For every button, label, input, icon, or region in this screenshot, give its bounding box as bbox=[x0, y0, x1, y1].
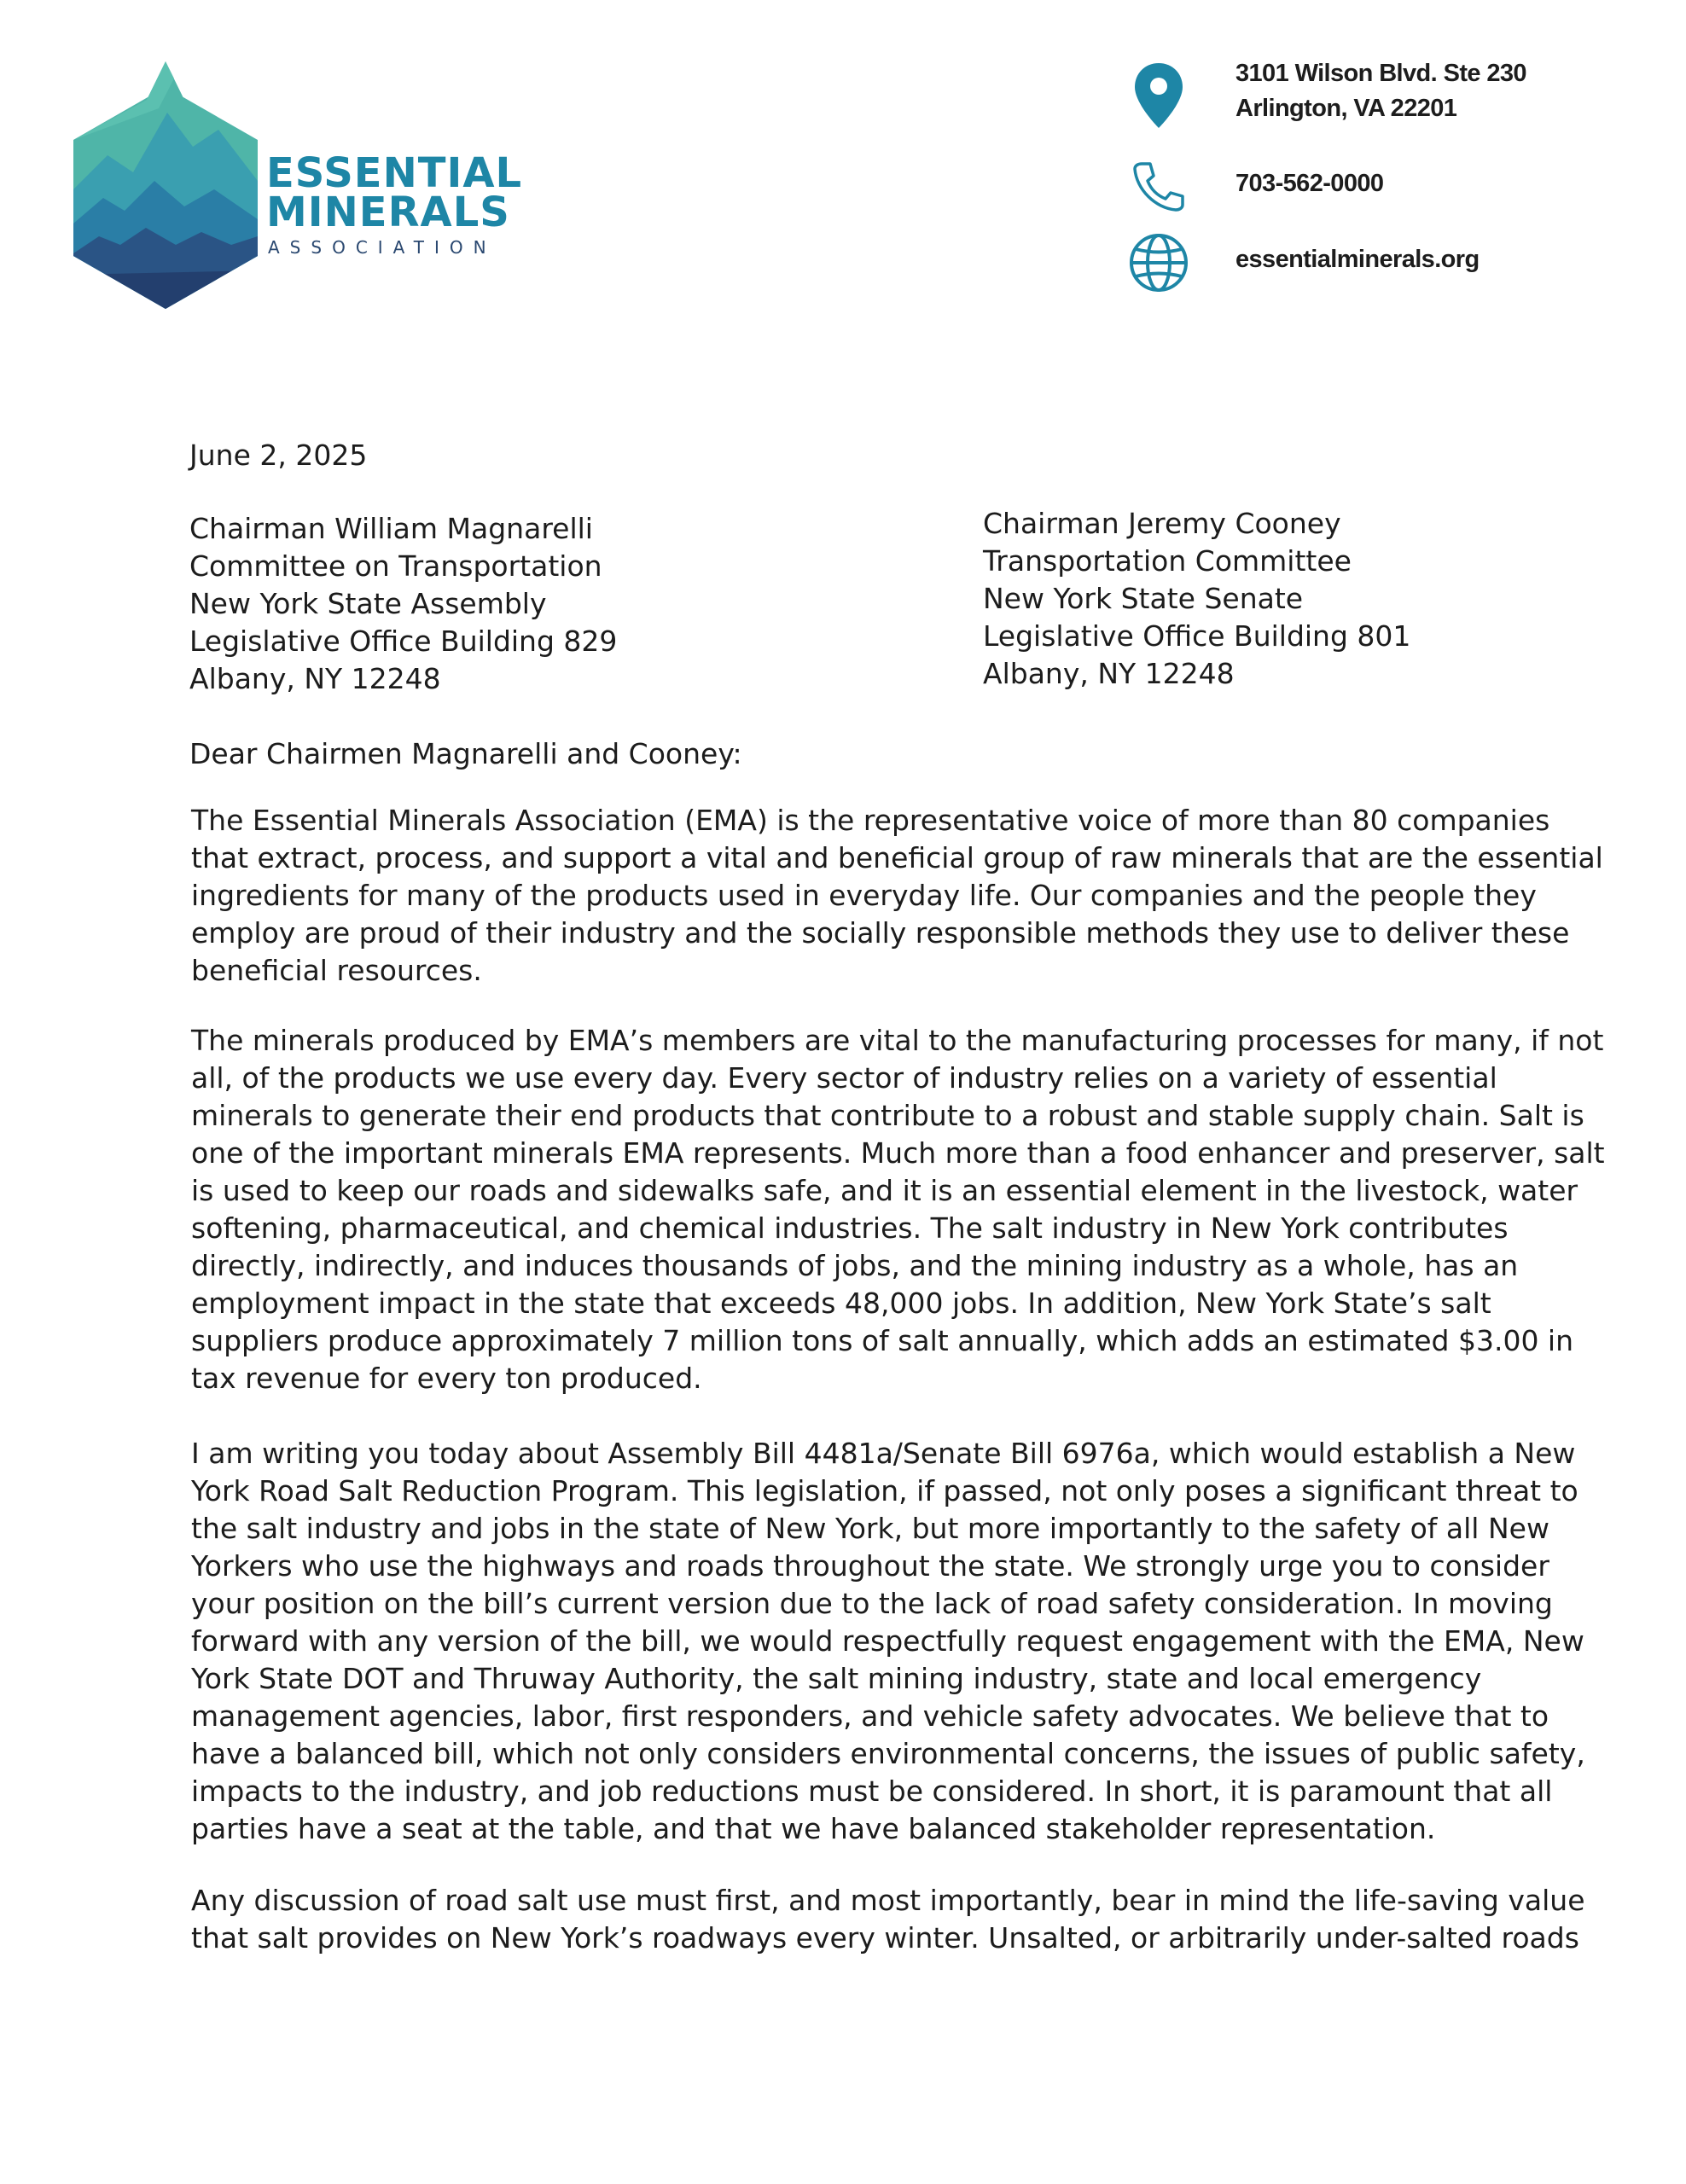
globe-icon bbox=[1128, 232, 1189, 293]
paragraph-line: directly, indirectly, and induces thousands of jobs, and the mining industry as a whole, has an bbox=[191, 1249, 1519, 1282]
paragraph-line: forward with any version of the bill, we would respectfully request engagement with the EMA, New bbox=[191, 1624, 1584, 1658]
paragraph-line: that salt provides on New York’s roadways every winter. Unsalted, or arbitrarily under-salted roads bbox=[191, 1921, 1579, 1955]
paragraph-line: The minerals produced by EMA’s members are vital to the manufacturing processes for many, if not bbox=[191, 1024, 1604, 1057]
phone-number: 703-562-0000 bbox=[1235, 170, 1384, 197]
paragraph-line: York State DOT and Thruway Authority, the salt mining industry, state and local emergency bbox=[191, 1662, 1482, 1695]
logo-line-minerals: MINERALS bbox=[266, 189, 510, 236]
body-paragraph-4 bbox=[191, 1882, 1585, 1957]
paragraph-line: tax revenue for every ton produced. bbox=[191, 1362, 702, 1395]
website-link[interactable]: essentialminerals.org bbox=[1235, 246, 1480, 273]
paragraph-line: Yorkers who use the highways and roads throughout the state. We strongly urge you to consider bbox=[191, 1549, 1549, 1583]
location-pin-icon bbox=[1133, 61, 1184, 130]
recipient-left-line: Albany, NY 12248 bbox=[189, 662, 441, 695]
recipient-right-line: Transportation Committee bbox=[983, 544, 1352, 578]
paragraph-line: softening, pharmaceutical, and chemical industries. The salt industry in New York contributes bbox=[191, 1211, 1509, 1245]
address-line-2: Arlington, VA 22201 bbox=[1235, 95, 1457, 122]
paragraph-line: beneficial resources. bbox=[191, 954, 482, 987]
recipient-senate bbox=[983, 505, 1410, 693]
paragraph-line: minerals to generate their end products that contribute to a robust and stable supply chain. Salt is bbox=[191, 1099, 1584, 1132]
recipient-right-line: Legislative Office Building 801 bbox=[983, 619, 1411, 653]
body-paragraph-1 bbox=[191, 802, 1603, 990]
logo-wordmark bbox=[266, 149, 523, 258]
phone-icon bbox=[1131, 160, 1184, 212]
paragraph-line: I am writing you today about Assembly Bill 4481a/Senate Bill 6976a, which would establish a New bbox=[191, 1437, 1576, 1470]
paragraph-line: employment impact in the state that exceeds 48,000 jobs. In addition, New York State’s salt bbox=[191, 1287, 1491, 1320]
paragraph-line: ingredients for many of the products used in everyday life. Our companies and the people they bbox=[191, 879, 1537, 912]
recipient-left-line: New York State Assembly bbox=[189, 587, 547, 620]
paragraph-line: your position on the bill’s current version due to the lack of road safety consideration. In moving bbox=[191, 1587, 1553, 1620]
paragraph-line: all, of the products we use every day. Every sector of industry relies on a variety of essential bbox=[191, 1061, 1497, 1095]
address-line-1: 3101 Wilson Blvd. Ste 230 bbox=[1235, 60, 1526, 87]
body-paragraph-2 bbox=[191, 1022, 1605, 1397]
paragraph-line: The Essential Minerals Association (EMA) is the representative voice of more than 80 companies bbox=[191, 804, 1550, 837]
paragraph-line: impacts to the industry, and job reductions must be considered. In short, it is paramount that all bbox=[191, 1774, 1553, 1808]
paragraph-line: management agencies, labor, first responders, and vehicle safety advocates. We believe that to bbox=[191, 1699, 1549, 1733]
paragraph-line: is used to keep our roads and sidewalks safe, and it is an essential element in the livestock, water bbox=[191, 1174, 1578, 1207]
paragraph-line: Any discussion of road salt use must first, and most importantly, bear in mind the life-saving value bbox=[191, 1884, 1585, 1917]
letter-date: June 2, 2025 bbox=[189, 439, 368, 472]
recipient-left-line: Legislative Office Building 829 bbox=[189, 624, 618, 658]
paragraph-line: have a balanced bill, which not only considers environmental concerns, the issues of public safety, bbox=[191, 1737, 1585, 1770]
paragraph-line: employ are proud of their industry and the socially responsible methods they use to deliver these bbox=[191, 916, 1570, 950]
salutation: Dear Chairmen Magnarelli and Cooney: bbox=[189, 737, 742, 770]
mountain-logo-icon bbox=[73, 61, 258, 309]
logo-line-association: ASSOCIATION bbox=[268, 237, 497, 258]
paragraph-line: one of the important minerals EMA represents. Much more than a food enhancer and preserver, salt bbox=[191, 1136, 1605, 1170]
body-paragraph-3 bbox=[191, 1435, 1585, 1848]
logo-line-essential: ESSENTIAL bbox=[266, 149, 523, 197]
paragraph-line: suppliers produce approximately 7 million tons of salt annually, which adds an estimated $3.00 in bbox=[191, 1324, 1574, 1357]
recipient-assembly bbox=[189, 510, 617, 698]
recipient-right-line: New York State Senate bbox=[983, 582, 1304, 615]
recipient-right-line: Albany, NY 12248 bbox=[983, 657, 1235, 690]
recipient-left-line: Committee on Transportation bbox=[189, 549, 602, 583]
paragraph-line: the salt industry and jobs in the state of New York, but more importantly to the safety of all New bbox=[191, 1512, 1549, 1545]
paragraph-line: parties have a seat at the table, and that we have balanced stakeholder representation. bbox=[191, 1812, 1436, 1845]
paragraph-line: York Road Salt Reduction Program. This legislation, if passed, not only poses a significant threat to bbox=[191, 1474, 1578, 1507]
paragraph-line: that extract, process, and support a vital and beneficial group of raw minerals that are the essential bbox=[191, 841, 1603, 874]
recipient-left-line: Chairman William Magnarelli bbox=[189, 512, 593, 545]
recipient-right-line: Chairman Jeremy Cooney bbox=[983, 507, 1341, 540]
